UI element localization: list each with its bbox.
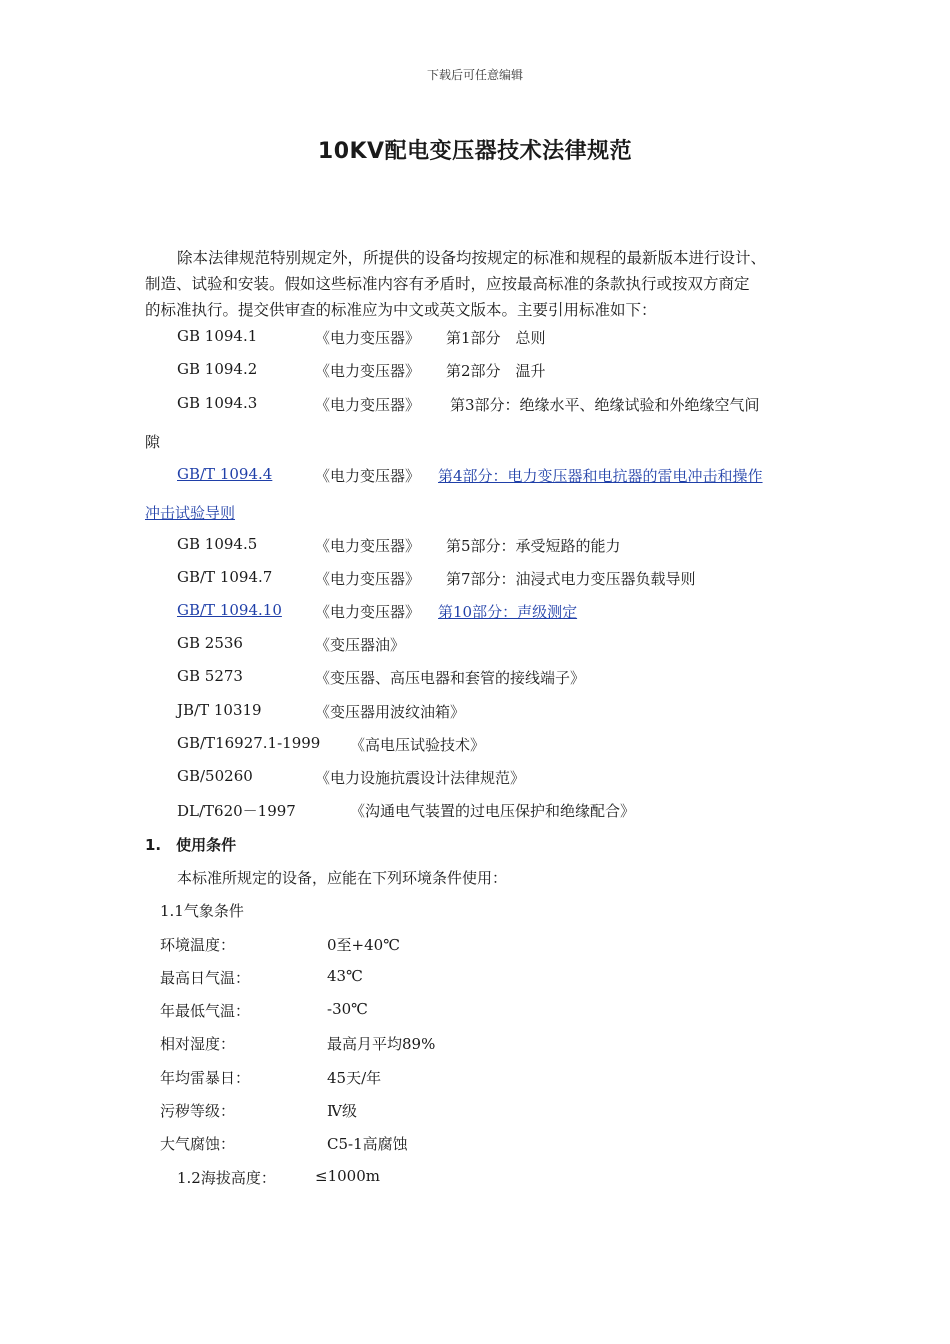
standard-name: 《变压器、高压电器和套管的接线端子》 — [315, 669, 586, 687]
section-intro: 本标准所规定的设备，应能在下列环境条件使用： — [177, 869, 508, 887]
condition-label: 最高日气温： — [160, 969, 251, 987]
condition-label: 年均雷暴日： — [160, 1069, 251, 1087]
standard-code: GB 1094.5 — [177, 535, 258, 553]
standard-code: GB 2536 — [177, 634, 243, 652]
standard-part: 第7部分：油浸式电力变压器负载导则 — [446, 570, 696, 588]
section-heading: 1. 使用条件 — [145, 836, 237, 854]
condition-value: 43℃ — [327, 967, 363, 985]
standard-code: GB 1094.2 — [177, 360, 258, 378]
standard-part-link[interactable]: 第4部分：电力变压器和电抗器的雷电冲击和操作 — [438, 467, 763, 485]
standard-name: 《沟通电气装置的过电压保护和绝缘配合》 — [350, 802, 636, 820]
standard-name: 《电力变压器》 — [315, 396, 421, 414]
intro-line-3: 的标准执行。提交供审查的标准应为中文或英文版本。主要引用标准如下： — [145, 301, 657, 319]
standard-part: 第2部分 温升 — [446, 362, 546, 380]
condition-value: -30℃ — [327, 1000, 368, 1018]
altitude-value: ≤1000m — [315, 1167, 380, 1185]
standard-code: JB/T 10319 — [177, 701, 262, 719]
condition-value: 45天/年 — [327, 1069, 382, 1087]
page-header: 下载后可任意编辑 — [426, 68, 523, 82]
standard-code-link[interactable]: GB/T 1094.4 — [177, 465, 273, 483]
standard-code: GB/50260 — [177, 767, 253, 785]
standard-code: GB 5273 — [177, 667, 243, 685]
standard-name: 《电力设施抗震设计法律规范》 — [315, 769, 526, 787]
condition-label: 环境温度： — [160, 936, 236, 954]
standard-code: DL/T620－1997 — [177, 802, 296, 820]
subsection-heading: 1.1气象条件 — [160, 902, 244, 920]
condition-value: C5-1高腐蚀 — [327, 1135, 408, 1153]
standard-name: 《电力变压器》 — [315, 603, 421, 621]
standard-name: 《电力变压器》 — [315, 570, 421, 588]
standard-code: GB 1094.1 — [177, 327, 258, 345]
standard-code-link[interactable]: GB/T 1094.10 — [177, 601, 282, 619]
standard-part: 第1部分 总则 — [446, 329, 546, 347]
condition-value: Ⅳ级 — [327, 1102, 357, 1120]
intro-line-2: 制造、试验和安装。假如这些标准内容有矛盾时，应按最高标准的条款执行或按双方商定 — [145, 275, 750, 293]
standard-name: 《电力变压器》 — [315, 467, 421, 485]
standard-name: 《变压器油》 — [315, 636, 406, 654]
standard-part-continuation: 隙 — [145, 433, 161, 451]
condition-value: 0至+40℃ — [327, 936, 400, 954]
condition-value: 最高月平均89% — [327, 1035, 436, 1053]
standard-name: 《高电压试验技术》 — [350, 736, 486, 754]
condition-label: 污秽等级： — [160, 1102, 236, 1120]
standard-part: 第3部分：绝缘水平、绝缘试验和外绝缘空气间 — [450, 396, 760, 414]
altitude-label: 1.2海拔高度： — [177, 1169, 276, 1187]
standard-name: 《电力变压器》 — [315, 537, 421, 555]
standard-code: GB/T 1094.7 — [177, 568, 273, 586]
intro-line-1: 除本法律规范特别规定外，所提供的设备均按规定的标准和规程的最新版本进行设计、 — [177, 249, 767, 267]
condition-label: 相对湿度： — [160, 1035, 236, 1053]
standard-part-link-continuation[interactable]: 冲击试验导则 — [145, 504, 236, 522]
standard-code: GB/T16927.1-1999 — [177, 734, 321, 752]
standard-name: 《电力变压器》 — [315, 329, 421, 347]
standard-name: 《变压器用波纹油箱》 — [315, 703, 466, 721]
condition-label: 年最低气温： — [160, 1002, 251, 1020]
document-title: 10KV配电变压器技术法律规范 — [317, 139, 633, 164]
standard-name: 《电力变压器》 — [315, 362, 421, 380]
standard-part: 第5部分：承受短路的能力 — [446, 537, 621, 555]
standard-part-link[interactable]: 第10部分：声级测定 — [438, 603, 578, 621]
standard-code: GB 1094.3 — [177, 394, 258, 412]
condition-label: 大气腐蚀： — [160, 1135, 236, 1153]
